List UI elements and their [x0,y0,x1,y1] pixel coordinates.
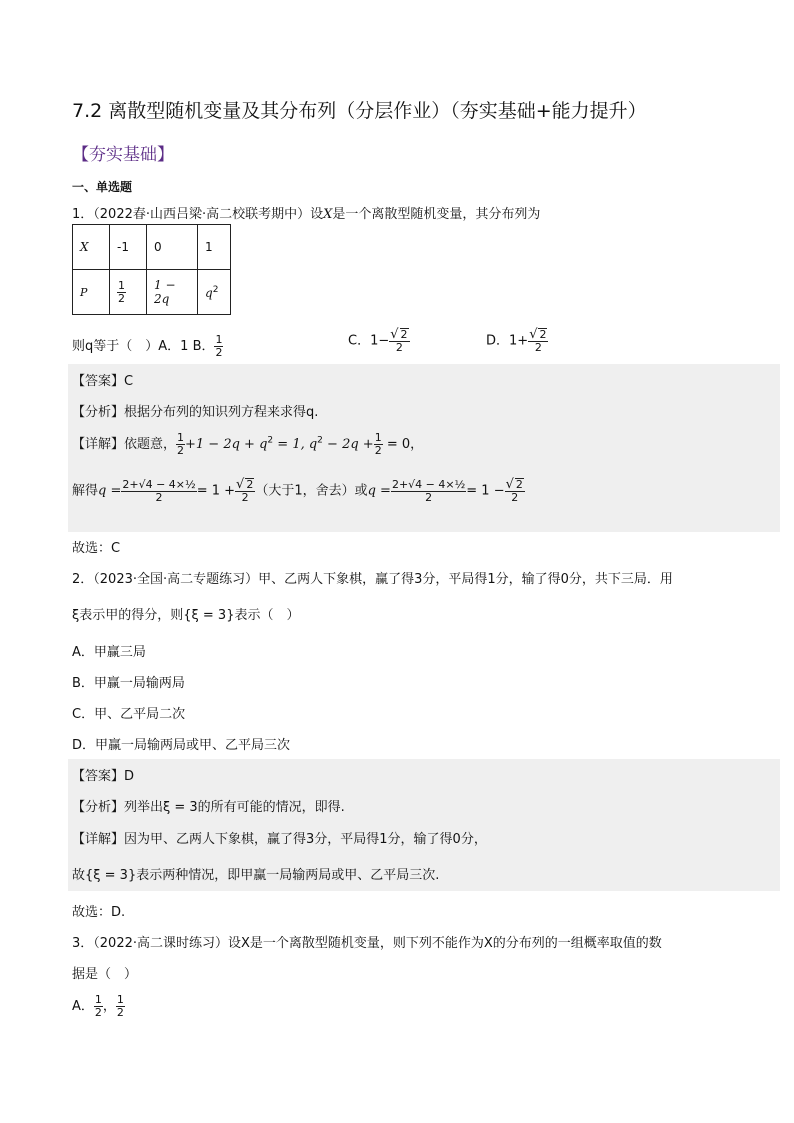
q1-solve [72,478,525,504]
frac-num: √ 2 [505,477,523,492]
q1-option-c-text: C．1− [348,333,390,349]
frac-den: 2 [116,1006,124,1019]
q1-choose: 故选：C [72,541,121,556]
table-cell [110,270,147,315]
frac-num: 1 [215,333,223,346]
section-heading: 【夯实基础】 [72,145,174,165]
q1-solve-label: 解得 [72,483,99,499]
q1-prompt [72,334,223,359]
q1-option-d [486,328,548,354]
part-heading: 一、单选题 [72,180,133,194]
cell-text: q [205,285,213,300]
sqrt-content: 2 [539,328,547,341]
frac-den: 2 [374,444,382,457]
q2-line1: 2．（2023·全国·高二专题练习）甲、乙两人下象棋，赢了得3分，平局得1分，输了得0分，共下三局．用 [72,572,673,587]
cell-text: 1 − 2q [154,278,176,306]
frac-den: 2 [118,291,125,305]
cell-sup: 2 [212,284,219,295]
eq-part: = 1 − [466,483,505,499]
q2-detail2: 故{ξ = 3}表示两种情况，即甲赢一局输两局或甲、乙平局三次. [72,868,440,883]
sqrt-content: 2 [515,478,523,491]
distribution-table [72,224,231,315]
q2-detail: 【详解】因为甲、乙两人下象棋，赢了得3分，平局得1分，输了得0分， [72,832,487,847]
cell-text: P [80,286,88,299]
q1-detail [72,432,423,457]
cell-text: X [80,240,89,254]
frac-num: √ 2 [236,477,254,492]
frac-den: 2 [395,341,403,354]
fraction [214,334,223,359]
frac-den: 2 [94,1006,102,1019]
table-cell [73,225,110,270]
page-title: 7.2 离散型随机变量及其分布列（分层作业）（夯实基础+能力提升） [72,100,647,122]
q2-option-a: A．甲赢三局 [72,645,146,660]
q1-option-d-text: D．1+ [486,333,529,349]
fraction [235,478,255,504]
q2-choose: 故选：D. [72,905,126,920]
q2-option-c: C．甲、乙平局二次 [72,707,186,722]
q1-stem-rest: 是一个离散型随机变量，其分布列为 [332,207,541,222]
eq-sup: 2 [267,435,274,446]
q1-answer: 【答案】C [72,374,134,389]
table-cell [73,270,110,315]
eq-sup: 2 [317,435,323,446]
eq-part: q = [367,483,391,499]
q1-stem [72,203,540,222]
eq-part: = 1 + [196,483,236,499]
table-cell: 0 [147,225,198,270]
frac-den: 2 [425,490,433,504]
frac-den: 2 [534,341,542,354]
frac-num: 1 [118,278,125,292]
frac-num: 2+√4 − 4×½ [122,477,196,491]
q2-option-d: D．甲赢一局输两局或甲、乙平局三次 [72,738,291,753]
q3-line2: 据是（ ） [72,967,138,982]
eq-part: = 1, q [273,437,318,452]
table-row [73,270,231,315]
eq-part: = 0， [382,437,424,452]
frac-num: 1 [177,431,185,444]
q1-option-b: B． [192,339,215,354]
sqrt-content: 2 [246,478,254,491]
q3-option-a-label: A． [72,999,94,1014]
q2-option-b: B．甲赢一局输两局 [72,676,185,691]
q1-analysis: 【分析】根据分布列的知识列方程来求得q. [72,405,319,420]
table-cell [147,270,198,315]
q3-line1: 3．（2022·高二课时练习）设X是一个离散型随机变量，则下列不能作为X的分布列的一组概率取值的数 [72,936,662,951]
q1-prompt-text: 则q等于（ ）A．1 [72,339,189,354]
fraction [391,479,466,504]
q1-solve-note: （大于1，舍去）或 [255,483,368,499]
eq-part: +1 − 2q + q [185,437,268,452]
q2-analysis: 【分析】列举出ξ = 3的所有可能的情况，即得. [72,800,345,815]
frac-num: √ 2 [390,327,408,342]
fraction [528,328,548,354]
q1-stem-var: X [323,207,333,222]
eq-part: q = [98,483,122,499]
frac-den: 2 [215,346,223,359]
fraction [374,432,383,457]
q2-line2: ξ表示甲的得分，则{ξ = 3}表示（ ） [72,608,300,623]
frac-den: 2 [511,491,519,504]
q3-option-a [72,994,125,1019]
frac-num: 2+√4 − 4×½ [391,477,466,491]
frac-num: 1 [374,431,382,444]
frac-den: 2 [177,444,185,457]
eq-part: − 2q + [322,437,374,452]
table-cell [198,270,231,315]
table-cell: 1 [198,225,231,270]
frac-num: √ 2 [529,327,547,342]
fraction [176,432,185,457]
q1-detail-label: 【详解】依题意， [72,437,177,452]
frac-den: 2 [155,490,163,504]
q2-answer: 【答案】D [72,769,135,784]
fraction [389,328,409,354]
frac-num: 1 [116,993,124,1006]
q1-stem-text: 1．（2022春·山西吕梁·高二校联考期中）设 [72,207,324,222]
fraction [116,994,125,1019]
table-cell: -1 [110,225,147,270]
sqrt-content: 2 [400,328,408,341]
q1-option-c [348,328,410,354]
fraction [121,479,196,504]
frac-num: 1 [94,993,102,1006]
fraction [94,994,103,1019]
fraction [117,280,126,305]
table-row [73,225,231,270]
frac-den: 2 [241,491,249,504]
separator: ， [102,999,116,1014]
fraction [505,478,525,504]
